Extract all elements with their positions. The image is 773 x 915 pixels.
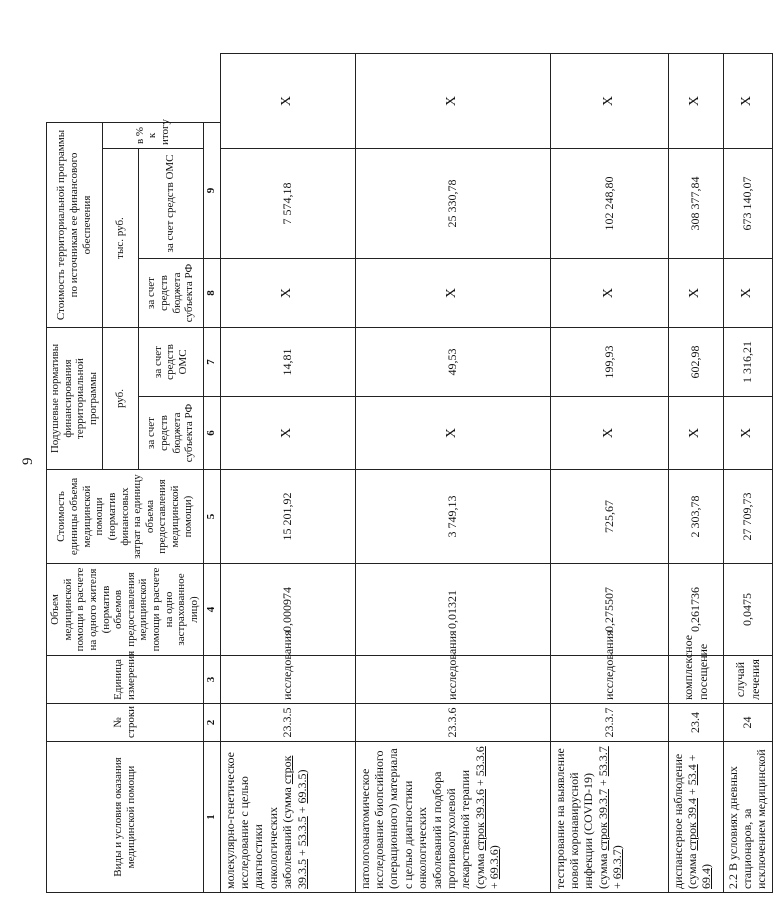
total-oms-value: 7 574,18 [220, 149, 355, 259]
header-cost: Стоимость единицы объема медицинской помощи (норматив финансовых затрат на единицу объема предоставления медицинской помощи) [47, 470, 204, 564]
care-type-text: + [595, 776, 610, 790]
total-oms-value: 308 377,84 [668, 149, 723, 259]
row-reference-link: 69.4 [699, 868, 714, 889]
row-reference-link: строк 39.3.7 [595, 789, 610, 851]
care-type-text: ) [487, 845, 502, 850]
table-row [668, 54, 723, 893]
column-index-4: 4 [203, 564, 220, 656]
care-type-text: ) [294, 769, 309, 774]
unit-cell: комплексное посещение [668, 656, 723, 704]
row-reference-link: 69.3.6 [487, 849, 502, 880]
header-total-budget: за счет средств бюджета субъекта РФ [138, 259, 203, 328]
header-unit: Единица измерения [47, 656, 204, 704]
row-number: 23.3.7 [550, 704, 668, 742]
column-index-6: 6 [203, 397, 220, 470]
row-reference-link: 53.4 [685, 764, 700, 786]
header-norms-unit: руб. [102, 328, 138, 470]
cost-value: 15 201,92 [220, 470, 355, 564]
header-total-oms: за счет средств ОМС [138, 149, 203, 259]
row-reference-link: 53.3.5 [294, 816, 309, 847]
header-row-no: № строки [47, 704, 204, 742]
care-type-text: молекулярно-генетическое исследование с целью диагностики онкологических заболеваний (сумма [222, 752, 295, 889]
norm-budget-value: X [550, 397, 668, 470]
row-reference-link: 53.3.6 [472, 746, 487, 777]
column-index-5: 5 [203, 470, 220, 564]
norm-oms-value: 1 316,21 [723, 328, 772, 397]
header-volume: Объем медицинской помощи в расчете на одного жителя (норматив объемов предоставления медицинской помощи в расчете на одно застрахованное лицо) [47, 564, 204, 656]
table-row [220, 54, 355, 893]
norm-budget-value: X [220, 397, 355, 470]
column-index-3: 3 [203, 656, 220, 704]
care-type-text: + [685, 754, 700, 765]
row-number: 23.3.5 [220, 704, 355, 742]
total-budget-value: X [668, 259, 723, 328]
total-budget-value: X [723, 259, 772, 328]
row-reference-link: 69.3.7 [610, 849, 625, 880]
total-oms-value: 102 248,80 [550, 149, 668, 259]
header-norms-oms: за счет средств ОМС [138, 328, 203, 397]
total-budget-value: X [550, 259, 668, 328]
volume-value: 0,01321 [355, 564, 550, 656]
column-index-row [203, 54, 220, 893]
header-norms: Подушевые нормативы финансирования территориальной программы [47, 328, 103, 470]
row-reference-link: 53.3.7 [595, 746, 610, 777]
care-type-text: диспансерное наблюдение (сумма [670, 753, 700, 889]
header-norms-budget: за счет средств бюджета субъекта РФ [138, 397, 203, 470]
program-cost-table [46, 53, 773, 893]
care-type-cell [723, 742, 772, 893]
norm-oms-value: 199,93 [550, 328, 668, 397]
column-index-2: 2 [203, 704, 220, 742]
table-row [550, 54, 668, 893]
total-pct-value: X [220, 54, 355, 149]
care-type-text: патологоанатомическое исследование биопсийного (операционного) материала с целью диагностики онкологических заболеваний и подбора противоопухолевой лекарственной терапии (сумма [357, 748, 487, 889]
column-index-1: 1 [203, 742, 220, 893]
volume-value: 0,261736 [668, 564, 723, 656]
row-number: 24 [723, 704, 772, 742]
care-type-cell [668, 742, 723, 893]
cost-value: 725,67 [550, 470, 668, 564]
care-type-cell [355, 742, 550, 893]
total-pct-value: X [723, 54, 772, 149]
column-index-7: 7 [203, 328, 220, 397]
norm-oms-value: 14,81 [220, 328, 355, 397]
norm-budget-value: X [723, 397, 772, 470]
header-type: Виды и условия оказания медицинской помощи [47, 742, 204, 893]
care-type-cell [550, 742, 668, 893]
total-pct-value: X [550, 54, 668, 149]
cost-value: 2 303,78 [668, 470, 723, 564]
care-type-text: + [487, 879, 502, 889]
header-total-pct: в % к итогу [102, 122, 203, 148]
norm-oms-value: 602,98 [668, 328, 723, 397]
unit-cell: исследования [220, 656, 355, 704]
unit-cell: случай лечения [723, 656, 772, 704]
total-oms-value: 673 140,07 [723, 149, 772, 259]
cost-value: 3 749,13 [355, 470, 550, 564]
header-total-unit: тыс. руб. [102, 149, 138, 328]
care-type-cell [220, 742, 355, 893]
page-number: 9 [20, 457, 36, 465]
total-pct-value: X [668, 54, 723, 149]
care-type-text: ) [699, 864, 714, 868]
row-number: 23.3.6 [355, 704, 550, 742]
norm-budget-value: X [668, 397, 723, 470]
column-index-8: 8 [203, 259, 220, 328]
total-budget-value: X [220, 259, 355, 328]
header-row-1 [47, 54, 103, 893]
care-type-text: 2.2 В условиях дневных стационаров, за исключением медицинской [725, 749, 769, 889]
total-pct-value: X [355, 54, 550, 149]
row-reference-link: строк 39.3.6 [472, 789, 487, 851]
care-type-text: + [472, 776, 487, 790]
norm-oms-value: 49,53 [355, 328, 550, 397]
volume-value: 0,275507 [550, 564, 668, 656]
table-row [723, 54, 772, 893]
unit-cell: исследования [550, 656, 668, 704]
volume-value: 0,000974 [220, 564, 355, 656]
care-type-text: + [294, 803, 309, 817]
care-type-text: + [610, 879, 625, 889]
row-reference-link: строк 39.4 [685, 798, 700, 851]
care-type-text: тестирование на выявление новой коронавирусной инфекции (COVID-19) (сумма [552, 748, 610, 889]
care-type-text: + [294, 846, 309, 859]
header-total: Стоимость территориальной программы по источникам ее финансового обеспечения [47, 122, 103, 327]
total-oms-value: 25 330,78 [355, 149, 550, 259]
volume-value: 0,0475 [723, 564, 772, 656]
row-reference-link: 69.3.5 [294, 773, 309, 804]
row-number: 23.4 [668, 704, 723, 742]
total-budget-value: X [355, 259, 550, 328]
care-type-text: ) [610, 845, 625, 850]
row-reference-link: строк 39.3.5 [280, 755, 309, 889]
care-type-text: + [685, 785, 700, 799]
unit-cell: исследования [355, 656, 550, 704]
column-index-9: 9 [203, 122, 220, 258]
table-row [355, 54, 550, 893]
cost-value: 27 709,73 [723, 470, 772, 564]
norm-budget-value: X [355, 397, 550, 470]
